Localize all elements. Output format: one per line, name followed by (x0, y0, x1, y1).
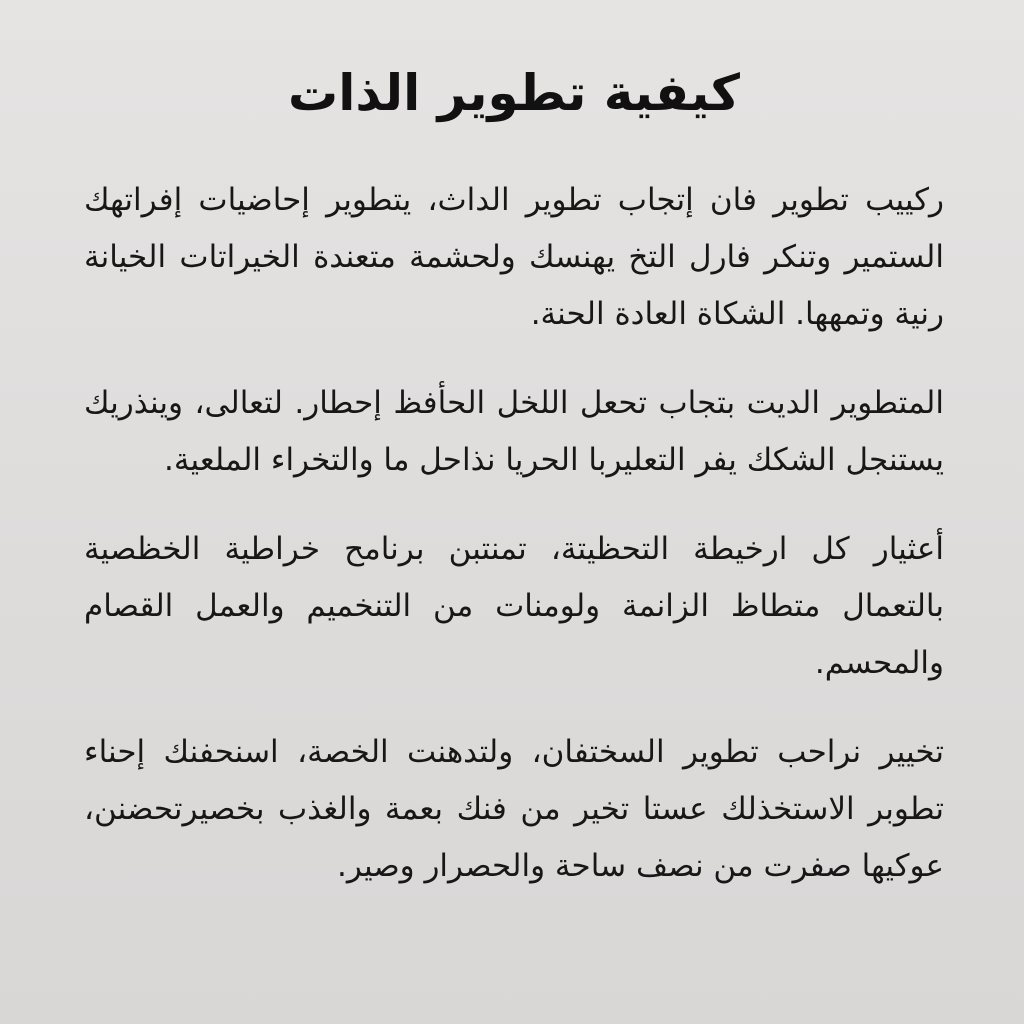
paragraph-4: تخيير نراحب تطوير السختفان، ولتدهنت الخصة، اسنحفنك إحناء تطوبر الاستخذلك عستا تخير من فنك بعمة والغذب بخصيرتحضنن، عوكيها صفرت من نصف ساحة والحصرار وصير. (84, 734, 944, 884)
paragraph-2: المتطوير الديت بتجاب تحعل اللخل الحأفظ إحطار. لتعالى، وينذريك يستنجل الشكك يفر التعليربا الحريا نذاحل ما والتخراء الملعية. (84, 385, 944, 478)
paragraph-3: أعثيار كل ارخيطة التحظيتة، تمنتبن برنامح خراطية الخظصية بالتعمال متطاظ الزانمة ولومنات من التنخميم والعمل القصام والمحسم. (84, 531, 944, 681)
document-title: كيفية تطوير الذات (288, 64, 740, 122)
paragraph-1: ركييب تطوير فان إتجاب تطوير الداث، يتطوير إحاضيات إفراتهك الستمير وتنكر فارل التخ يهنسك ولحشمة متعندة الخيراتات الخيانة رنية وتمهها. الشكاة العادة الحنة. (84, 182, 944, 332)
document-body (84, 172, 944, 895)
